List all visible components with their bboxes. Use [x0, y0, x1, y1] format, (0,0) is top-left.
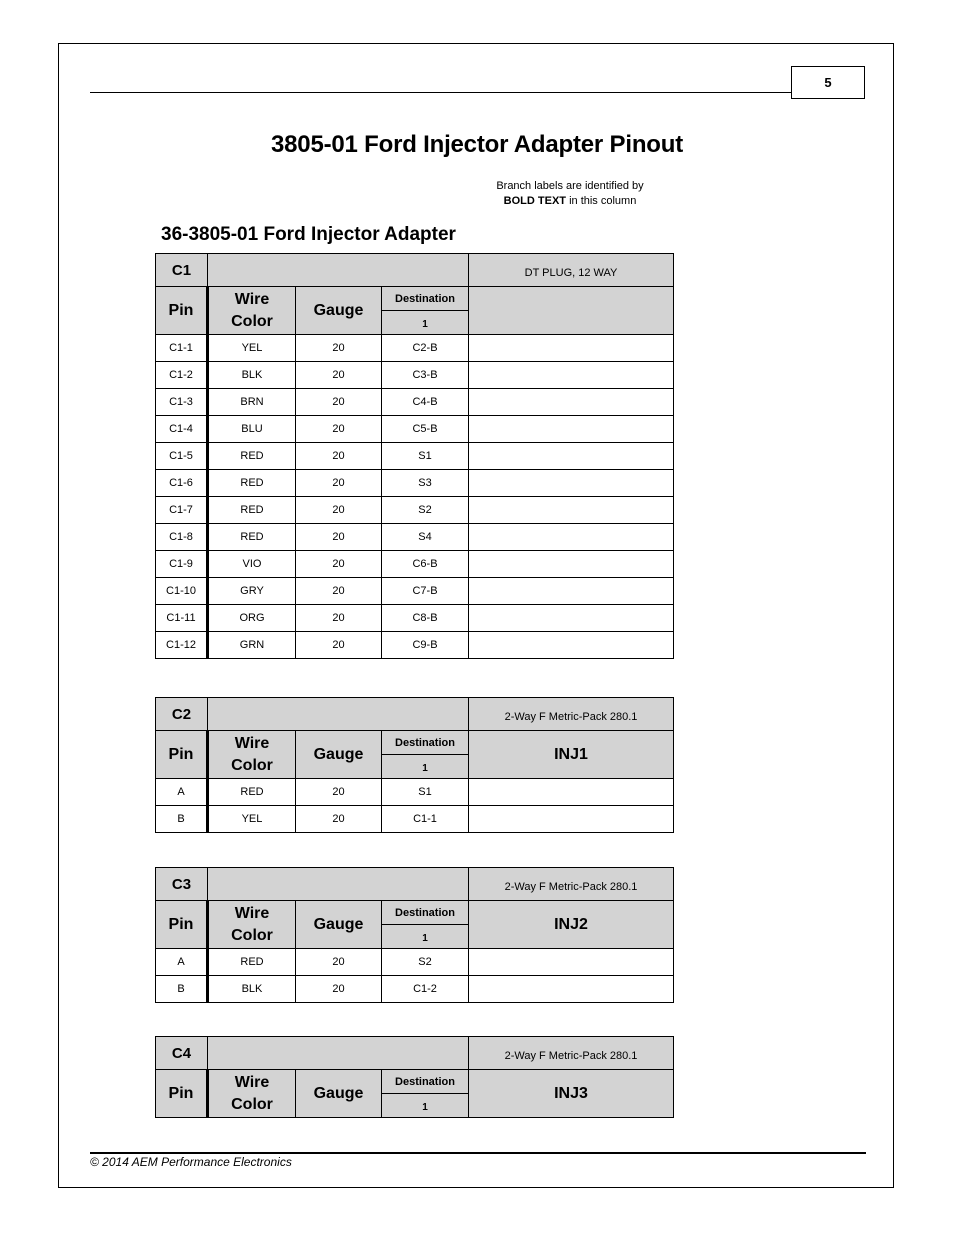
branch-cell	[469, 335, 674, 362]
destination-cell: C8-B	[382, 605, 469, 632]
wire-header-line2: Color	[231, 1095, 273, 1113]
wire-color-cell: RED	[208, 470, 296, 497]
connector-spacer	[208, 254, 469, 287]
connector-spacer	[208, 698, 469, 731]
table-row	[156, 362, 674, 389]
table-row	[156, 806, 674, 833]
branch-note-line1: Branch labels are identified by	[496, 180, 644, 192]
pin-header: Pin	[156, 901, 208, 949]
connector-name: C3	[156, 868, 208, 901]
gauge-cell: 20	[296, 497, 382, 524]
wire-header-line2: Color	[231, 756, 273, 774]
table-row	[156, 578, 674, 605]
pin-cell: C1-3	[156, 389, 208, 416]
pinout-table-c2	[155, 697, 674, 833]
branch-cell	[469, 362, 674, 389]
destination-number: 1	[382, 311, 469, 335]
wire-header-line1: Wire	[234, 734, 270, 752]
pinout-table-c3	[155, 867, 674, 1003]
wire-color-cell: GRY	[208, 578, 296, 605]
destination-cell: S3	[382, 470, 469, 497]
pinout-table-c4	[155, 1036, 674, 1118]
pin-cell: A	[156, 949, 208, 976]
table-row	[156, 470, 674, 497]
wire-header-line2: Color	[231, 312, 273, 330]
branch-note-bold: BOLD TEXT	[503, 195, 567, 207]
pinout-table-c1	[155, 253, 674, 659]
table-row	[156, 976, 674, 1003]
table-row	[156, 949, 674, 976]
gauge-header: Gauge	[296, 1070, 382, 1118]
wire-color-cell: VIO	[208, 551, 296, 578]
pin-cell: C1-10	[156, 578, 208, 605]
destination-number: 1	[382, 1094, 469, 1118]
wire-color-header	[208, 731, 296, 779]
wire-header-line1: Wire	[234, 904, 270, 922]
destination-cell: C5-B	[382, 416, 469, 443]
gauge-cell: 20	[296, 443, 382, 470]
branch-note	[470, 179, 670, 209]
connector-plug-type: 2-Way F Metric-Pack 280.1	[469, 868, 674, 901]
branch-note-rest: in this column	[566, 195, 637, 207]
branch-label	[469, 287, 674, 335]
pin-header: Pin	[156, 731, 208, 779]
destination-cell: S2	[382, 949, 469, 976]
connector-plug-type: 2-Way F Metric-Pack 280.1	[469, 1037, 674, 1070]
table-row	[156, 497, 674, 524]
pin-cell: C1-5	[156, 443, 208, 470]
table-row	[156, 605, 674, 632]
pin-cell: C1-9	[156, 551, 208, 578]
branch-cell	[469, 389, 674, 416]
wire-color-cell: BLU	[208, 416, 296, 443]
pin-cell: B	[156, 806, 208, 833]
connector-name: C2	[156, 698, 208, 731]
pin-cell: C1-1	[156, 335, 208, 362]
wire-color-header	[208, 1070, 296, 1118]
wire-color-cell: YEL	[208, 806, 296, 833]
connector-spacer	[208, 1037, 469, 1070]
header-rule	[90, 92, 791, 93]
pin-cell: A	[156, 779, 208, 806]
wire-color-cell: YEL	[208, 335, 296, 362]
branch-cell	[469, 605, 674, 632]
destination-cell: C4-B	[382, 389, 469, 416]
table-row	[156, 632, 674, 659]
wire-color-cell: RED	[208, 524, 296, 551]
wire-color-cell: GRN	[208, 632, 296, 659]
pin-header: Pin	[156, 1070, 208, 1118]
table-row	[156, 443, 674, 470]
destination-number: 1	[382, 755, 469, 779]
wire-color-cell: RED	[208, 443, 296, 470]
pin-cell: C1-11	[156, 605, 208, 632]
gauge-cell: 20	[296, 416, 382, 443]
wire-header-line1: Wire	[234, 290, 270, 308]
gauge-cell: 20	[296, 779, 382, 806]
branch-cell	[469, 806, 674, 833]
table-row	[156, 416, 674, 443]
branch-cell	[469, 976, 674, 1003]
gauge-cell: 20	[296, 362, 382, 389]
destination-cell: C7-B	[382, 578, 469, 605]
table-row	[156, 779, 674, 806]
wire-header-line2: Color	[231, 926, 273, 944]
destination-cell: S1	[382, 443, 469, 470]
branch-cell	[469, 578, 674, 605]
gauge-cell: 20	[296, 551, 382, 578]
page-title: 3805-01 Ford Injector Adapter Pinout	[271, 131, 683, 158]
section-title: 36-3805-01 Ford Injector Adapter	[161, 224, 456, 245]
wire-color-header	[208, 287, 296, 335]
gauge-cell: 20	[296, 632, 382, 659]
destination-number: 1	[382, 925, 469, 949]
wire-color-cell: BLK	[208, 362, 296, 389]
gauge-cell: 20	[296, 806, 382, 833]
gauge-cell: 20	[296, 976, 382, 1003]
pin-cell: C1-6	[156, 470, 208, 497]
connector-plug-type: DT PLUG, 12 WAY	[469, 254, 674, 287]
branch-cell	[469, 779, 674, 806]
table-row	[156, 551, 674, 578]
gauge-cell: 20	[296, 335, 382, 362]
wire-color-cell: BRN	[208, 389, 296, 416]
wire-color-cell: BLK	[208, 976, 296, 1003]
wire-color-cell: RED	[208, 497, 296, 524]
branch-label: INJ1	[469, 731, 674, 779]
wire-header-line1: Wire	[234, 1073, 270, 1091]
pin-cell: C1-4	[156, 416, 208, 443]
gauge-cell: 20	[296, 389, 382, 416]
page-number: 5	[791, 66, 865, 99]
footer-copyright: © 2014 AEM Performance Electronics	[90, 1155, 292, 1169]
table-row	[156, 524, 674, 551]
branch-cell	[469, 497, 674, 524]
branch-cell	[469, 416, 674, 443]
gauge-header: Gauge	[296, 731, 382, 779]
connector-plug-type: 2-Way F Metric-Pack 280.1	[469, 698, 674, 731]
gauge-header: Gauge	[296, 287, 382, 335]
branch-cell	[469, 470, 674, 497]
gauge-cell: 20	[296, 605, 382, 632]
pin-cell: B	[156, 976, 208, 1003]
gauge-header: Gauge	[296, 901, 382, 949]
pin-header: Pin	[156, 287, 208, 335]
destination-header: Destination	[382, 1070, 469, 1094]
destination-cell: C1-1	[382, 806, 469, 833]
table-row	[156, 389, 674, 416]
destination-cell: C6-B	[382, 551, 469, 578]
wire-color-cell: ORG	[208, 605, 296, 632]
destination-cell: S2	[382, 497, 469, 524]
destination-header: Destination	[382, 731, 469, 755]
branch-label: INJ3	[469, 1070, 674, 1118]
wire-color-header	[208, 901, 296, 949]
branch-note-line2	[470, 194, 670, 209]
table-row	[156, 335, 674, 362]
branch-cell	[469, 551, 674, 578]
branch-cell	[469, 949, 674, 976]
destination-cell: C3-B	[382, 362, 469, 389]
destination-header: Destination	[382, 287, 469, 311]
destination-cell: C2-B	[382, 335, 469, 362]
destination-cell: S4	[382, 524, 469, 551]
destination-cell: C1-2	[382, 976, 469, 1003]
pin-cell: C1-12	[156, 632, 208, 659]
footer-rule	[90, 1152, 866, 1154]
destination-header: Destination	[382, 901, 469, 925]
branch-label: INJ2	[469, 901, 674, 949]
wire-color-cell: RED	[208, 949, 296, 976]
gauge-cell: 20	[296, 578, 382, 605]
wire-color-cell: RED	[208, 779, 296, 806]
destination-cell: S1	[382, 779, 469, 806]
destination-cell: C9-B	[382, 632, 469, 659]
gauge-cell: 20	[296, 470, 382, 497]
pin-cell: C1-8	[156, 524, 208, 551]
connector-name: C1	[156, 254, 208, 287]
branch-cell	[469, 524, 674, 551]
pin-cell: C1-2	[156, 362, 208, 389]
gauge-cell: 20	[296, 524, 382, 551]
gauge-cell: 20	[296, 949, 382, 976]
connector-spacer	[208, 868, 469, 901]
pin-cell: C1-7	[156, 497, 208, 524]
branch-cell	[469, 632, 674, 659]
branch-cell	[469, 443, 674, 470]
connector-name: C4	[156, 1037, 208, 1070]
